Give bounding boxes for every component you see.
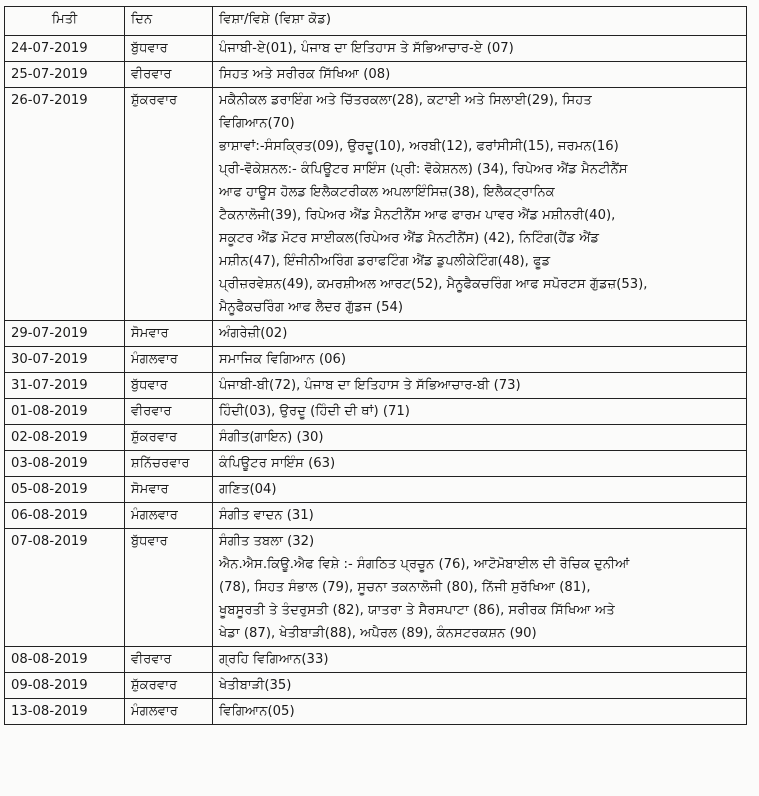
exam-date: 01-08-2019: [5, 399, 125, 425]
subject-line: ਸਕੂਟਰ ਐਂਡ ਮੋਟਰ ਸਾਈਕਲ(ਰਿਪੇਅਰ ਐਂਡ ਮੈਨਟੀਨੈਂਸ) (42), ਨਿਟਿੰਗ(ਹੈਂਡ ਐਂਡ: [219, 231, 600, 246]
exam-subjects: [213, 373, 747, 399]
exam-subjects: [213, 347, 747, 373]
exam-subjects: [213, 321, 747, 347]
exam-subjects: [213, 647, 747, 673]
exam-day: ਸੋਮਵਾਰ: [125, 321, 213, 347]
exam-date: 25-07-2019: [5, 62, 125, 88]
table-row: [5, 88, 747, 321]
exam-subjects: [213, 425, 747, 451]
exam-subjects: [213, 399, 747, 425]
subject-line: ਹਿੰਦੀ(03), ਉਰਦੂ (ਹਿੰਦੀ ਦੀ ਥਾਂ) (71): [219, 404, 410, 419]
exam-subjects: [213, 699, 747, 725]
subject-line: ਖੂਬਸੂਰਤੀ ਤੇ ਤੰਦਰੁਸਤੀ (82), ਯਾਤਰਾ ਤੇ ਸੈਰਸਪਾਟਾ (86), ਸਰੀਰਕ ਸਿੱਖਿਆ ਅਤੇ: [219, 603, 615, 618]
subject-line: ਕੰਪਿਊਟਰ ਸਾਇੰਸ (63): [219, 456, 336, 471]
exam-day: ਮੰਗਲਵਾਰ: [125, 699, 213, 725]
table-row: [5, 425, 747, 451]
table-row: [5, 673, 747, 699]
exam-day: ਬੁੱਧਵਾਰ: [125, 373, 213, 399]
subject-line: ਟੈਕਨਾਲੋਜੀ(39), ਰਿਪੇਅਰ ਐਂਡ ਮੈਨਟੀਨੈਂਸ ਆਫ ਫਾਰਮ ਪਾਵਰ ਐਂਡ ਮਸ਼ੀਨਰੀ(40),: [219, 208, 616, 223]
exam-day: ਬੁੱਧਵਾਰ: [125, 36, 213, 62]
subject-line: ਵਿਗਿਆਨ(70): [219, 116, 295, 131]
header-day: ਦਿਨ: [125, 7, 213, 36]
table-header-row: [5, 7, 747, 36]
subject-line: ਸੰਗੀਤ(ਗਾਇਨ) (30): [219, 430, 324, 445]
exam-day: ਸ਼ੁੱਕਰਵਾਰ: [125, 425, 213, 451]
subject-line: ਗ੍ਰਹਿ ਵਿਗਿਆਨ(33): [219, 652, 329, 667]
exam-date: 06-08-2019: [5, 503, 125, 529]
exam-date: 07-08-2019: [5, 529, 125, 647]
subject-line: ਪ੍ਰੀ-ਵੋਕੇਸ਼ਨਲ:- ਕੰਪਿਊਟਰ ਸਾਇੰਸ (ਪ੍ਰੀ: ਵੋਕੇਸ਼ਨਲ) (34), ਰਿਪੇਅਰ ਐਂਡ ਮੈਨਟੀਨੈਂਸ: [219, 162, 628, 177]
table-row: [5, 451, 747, 477]
subject-line: ਮਸ਼ੀਨ(47), ਇੰਜੀਨੀਅਰਿੰਗ ਡਰਾਫਟਿੰਗ ਐਂਡ ਡੁਪਲੀਕੇਟਿੰਗ(48), ਫੂਡ: [219, 254, 551, 269]
exam-date: 30-07-2019: [5, 347, 125, 373]
exam-date: 31-07-2019: [5, 373, 125, 399]
subject-line: ਸਿਹਤ ਅਤੇ ਸਰੀਰਕ ਸਿੱਖਿਆ (08): [219, 67, 391, 82]
header-date: ਮਿਤੀ: [5, 7, 125, 36]
exam-date: 03-08-2019: [5, 451, 125, 477]
exam-date: 26-07-2019: [5, 88, 125, 321]
exam-subjects: [213, 477, 747, 503]
exam-day: ਵੀਰਵਾਰ: [125, 399, 213, 425]
table-body: [5, 36, 747, 725]
exam-day: ਸ਼ਨਿੱਚਰਵਾਰ: [125, 451, 213, 477]
exam-date: 05-08-2019: [5, 477, 125, 503]
exam-day: ਮੰਗਲਵਾਰ: [125, 503, 213, 529]
table-row: [5, 699, 747, 725]
subject-line: ਖੇਡਾ (87), ਖੇਤੀਬਾੜੀ(88), ਅਪੈਰਲ (89), ਕੰਨਸਟਰਕਸ਼ਨ (90): [219, 626, 537, 641]
subject-line: ਪੰਜਾਬੀ-ਬੀ(72), ਪੰਜਾਬ ਦਾ ਇਤਿਹਾਸ ਤੇ ਸੱਭਿਆਚਾਰ-ਬੀ (73): [219, 378, 521, 393]
exam-subjects: [213, 88, 747, 321]
table-row: [5, 373, 747, 399]
table-row: [5, 399, 747, 425]
subject-line: ਪ੍ਰੀਜ਼ਰਵੇਸ਼ਨ(49), ਕਮਰਸ਼ੀਅਲ ਆਰਟ(52), ਮੈਨੂਫੈਕਚਰਿੰਗ ਆਫ ਸਪੋਰਟਸ ਗੁੱਡਜ਼(53),: [219, 277, 648, 292]
exam-day: ਸੋਮਵਾਰ: [125, 477, 213, 503]
subject-line: ਆਫ ਹਾਊਸ ਹੋਲਡ ਇਲੈਕਟਰੀਕਲ ਅਪਲਾਇੰਸਿਜ਼(38), ਇਲੈਕਟ੍ਰਾਨਿਕ: [219, 185, 555, 200]
subject-line: ਵਿਗਿਆਨ(05): [219, 704, 295, 719]
table-row: [5, 503, 747, 529]
subject-line: ਸੰਗੀਤ ਵਾਦਨ (31): [219, 508, 314, 523]
exam-subjects: [213, 503, 747, 529]
exam-date: 02-08-2019: [5, 425, 125, 451]
subject-line: ਪੰਜਾਬੀ-ਏ(01), ਪੰਜਾਬ ਦਾ ਇਤਿਹਾਸ ਤੇ ਸੱਭਿਆਚਾਰ-ਏ (07): [219, 41, 514, 56]
subject-line: ਸੰਗੀਤ ਤਬਲਾ (32): [219, 534, 315, 549]
exam-subjects: [213, 673, 747, 699]
exam-schedule-table: [4, 6, 747, 725]
exam-date: 24-07-2019: [5, 36, 125, 62]
subject-line: (78), ਸਿਹਤ ਸੰਭਾਲ (79), ਸੂਚਨਾ ਤਕਨਾਲੋਜੀ (80), ਨਿੱਜੀ ਸੁਰੱਖਿਆ (81),: [219, 580, 591, 595]
table-row: [5, 36, 747, 62]
exam-subjects: [213, 62, 747, 88]
subject-line: ਸਮਾਜਿਕ ਵਿਗਿਆਨ (06): [219, 352, 347, 367]
table-row: [5, 529, 747, 647]
exam-day: ਵੀਰਵਾਰ: [125, 647, 213, 673]
subject-line: ਮੈਨੂਫੈਕਚਰਿੰਗ ਆਫ ਲੈਦਰ ਗੁੱਡਜ (54): [219, 300, 403, 315]
exam-day: ਬੁੱਧਵਾਰ: [125, 529, 213, 647]
exam-date: 29-07-2019: [5, 321, 125, 347]
subject-line: ਖੇਤੀਬਾੜੀ(35): [219, 678, 292, 693]
table-row: [5, 321, 747, 347]
exam-subjects: [213, 451, 747, 477]
exam-day: ਸ਼ੁੱਕਰਵਾਰ: [125, 673, 213, 699]
table-row: [5, 647, 747, 673]
table-row: [5, 347, 747, 373]
subject-line: ਅੰਗਰੇਜ਼ੀ(02): [219, 326, 288, 341]
subject-line: ਮਕੈਨੀਕਲ ਡਰਾਇੰਗ ਅਤੇ ਚਿੱਤਰਕਲਾ(28), ਕਟਾਈ ਅਤੇ ਸਿਲਾਈ(29), ਸਿਹਤ: [219, 93, 592, 108]
subject-line: ਭਾਸ਼ਾਵਾਂ:-ਸੰਸਕ੍ਰਿਤ(09), ਉਰਦੂ(10), ਅਰਬੀ(12), ਫਰਾਂਸੀਸੀ(15), ਜਰਮਨ(16): [219, 139, 619, 154]
subject-line: ਐਨ.ਐਸ.ਕਿਊ.ਐਫ ਵਿਸ਼ੇ :- ਸੰਗਠਿਤ ਪ੍ਰਚੂਨ (76), ਆਟੋਮੋਬਾਈਲ ਦੀ ਰੋਚਿਕ ਦੁਨੀਆਂ: [219, 557, 630, 572]
exam-subjects: [213, 36, 747, 62]
subject-line: ਗਣਿਤ(04): [219, 482, 277, 497]
exam-day: ਮੰਗਲਵਾਰ: [125, 347, 213, 373]
exam-day: ਵੀਰਵਾਰ: [125, 62, 213, 88]
exam-subjects: [213, 529, 747, 647]
exam-date: 08-08-2019: [5, 647, 125, 673]
table-row: [5, 477, 747, 503]
header-subject: ਵਿਸ਼ਾ/ਵਿਸ਼ੇ (ਵਿਸ਼ਾ ਕੋਡ): [213, 7, 747, 36]
exam-day: ਸ਼ੁੱਕਰਵਾਰ: [125, 88, 213, 321]
exam-date: 13-08-2019: [5, 699, 125, 725]
exam-date: 09-08-2019: [5, 673, 125, 699]
table-row: [5, 62, 747, 88]
